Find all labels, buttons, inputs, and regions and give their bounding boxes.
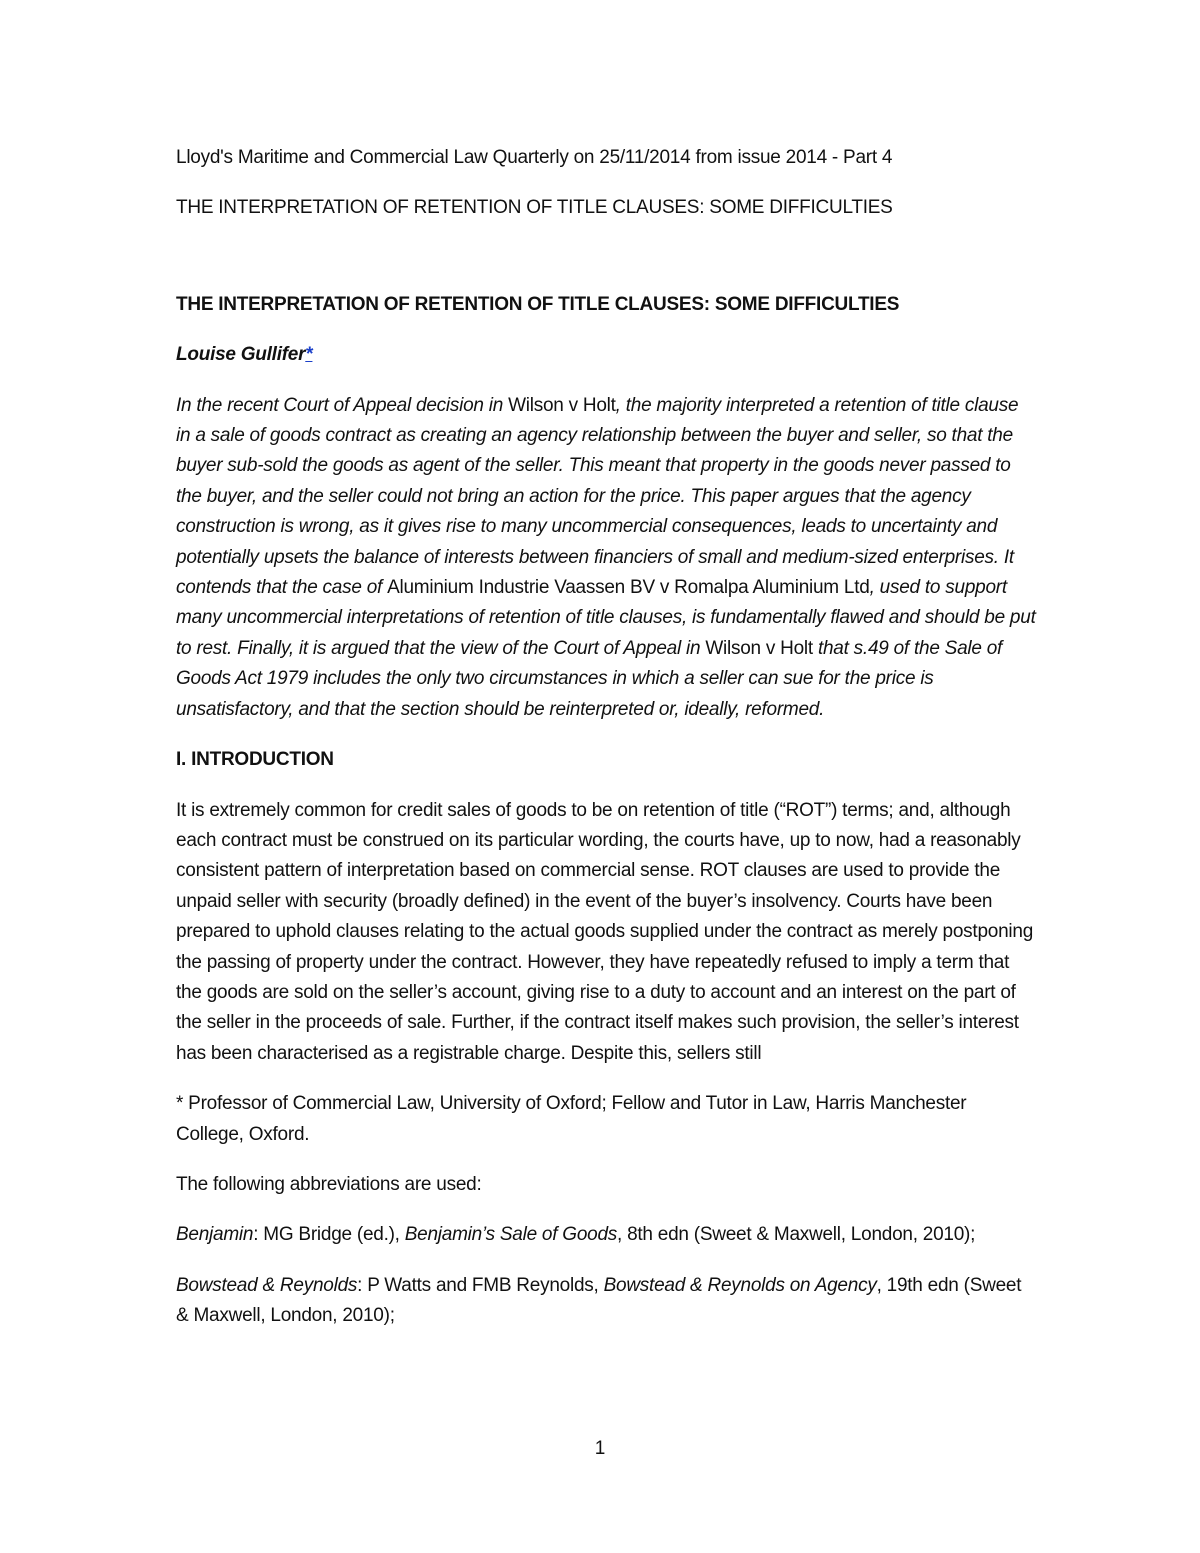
author-footnote: * Professor of Commercial Law, University of Oxford; Fellow and Tutor in Law, Harris Manchester College, Oxford. xyxy=(176,1093,967,1145)
abbreviation-short: Benjamin xyxy=(176,1224,254,1246)
abbreviation-work: Benjamin’s Sale of Goods xyxy=(404,1224,618,1246)
abbreviations-intro: The following abbreviations are used: xyxy=(176,1173,482,1195)
abbreviation-item xyxy=(176,1271,1036,1332)
page-content xyxy=(176,143,1036,1352)
abbreviation-separator: : P Watts and FMB Reynolds, xyxy=(357,1274,604,1296)
source-line: Lloyd's Maritime and Commercial Law Quarterly on 25/11/2014 from issue 2014 - Part 4 xyxy=(176,147,893,168)
abstract-part-3: , used to support many uncommercial interpretations of retention of title clauses, is fundamentally flawed and should be put to rest. Finally, it is argued that the view of the Court of Appeal in xyxy=(176,577,1036,659)
author-footnote-link[interactable]: * xyxy=(305,344,313,366)
intro-paragraph: It is extremely common for credit sales of goods to be on retention of title (“ROT”) terms; and, although each contract must be construed on its particular wording, the courts have, up to now, had a reasonably consistent pattern of interpretation based on commercial sense. ROT clauses are used to provide the unpaid seller with security (broadly defined) in the event of the buyer’s insolvency. Courts have been prepared to uphold clauses relating to the actual goods supplied under the contract as merely postponing the passing of property under the contract. However, they have repeatedly refused to imply a term that the goods are sold on the seller’s account, giving rise to a duty to account and an interest on the part of the seller in the proceeds of sale. Further, if the contract itself makes such provision, the seller’s interest has been characterised as a registrable charge. Despite this, sellers still xyxy=(176,799,1034,1064)
abstract-part-4: that s.49 of the Sale of Goods Act 1979 includes the only two circumstances in which a seller can sue for the price is unsatisfactory, and that the section should be reinterpreted or, ideally, reformed. xyxy=(176,637,1003,720)
abbreviation-item xyxy=(176,1220,1036,1250)
header-title: THE INTERPRETATION OF RETENTION OF TITLE CLAUSES: SOME DIFFICULTIES xyxy=(176,197,893,219)
author-name: Louise Gullifer xyxy=(176,344,306,366)
abstract-part-2: , the majority interpreted a retention of title clause in a sale of goods contract as creating an agency relationship between the buyer and seller, so that the buyer sub-sold the goods as agent of the seller. This meant that property in the goods never passed to the buyer, and the seller could not bring an action for the price. This paper argues that the agency construction is wrong, as it gives rise to many uncommercial consequences, leads to uncertainty and potentially upsets the balance of interests between financiers of small and medium-sized enterprises. It contends that the case of xyxy=(176,394,1019,599)
page-number: 1 xyxy=(594,1438,606,1459)
abstract-case-3: Wilson v Holt xyxy=(705,637,813,659)
abstract-case-1: Wilson v Holt xyxy=(508,394,616,416)
article-title: THE INTERPRETATION OF RETENTION OF TITLE CLAUSES: SOME DIFFICULTIES xyxy=(176,293,900,315)
abbreviation-rest: , 19th edn (Sweet & Maxwell, London, 2010); xyxy=(176,1274,1022,1327)
abbreviation-work: Bowstead & Reynolds on Agency xyxy=(603,1274,877,1296)
abbreviation-separator: : MG Bridge (ed.), xyxy=(253,1224,405,1246)
abstract xyxy=(176,391,1036,725)
abstract-case-2: Aluminium Industrie Vaassen BV v Romalpa Aluminium Ltd xyxy=(387,577,870,599)
author-line xyxy=(176,340,1036,370)
abstract-part-1: In the recent Court of Appeal decision in xyxy=(176,394,509,416)
section-heading-introduction: I. INTRODUCTION xyxy=(176,749,334,771)
abbreviation-rest: , 8th edn (Sweet & Maxwell, London, 2010); xyxy=(617,1224,976,1246)
abbreviation-short: Bowstead & Reynolds xyxy=(176,1274,358,1296)
